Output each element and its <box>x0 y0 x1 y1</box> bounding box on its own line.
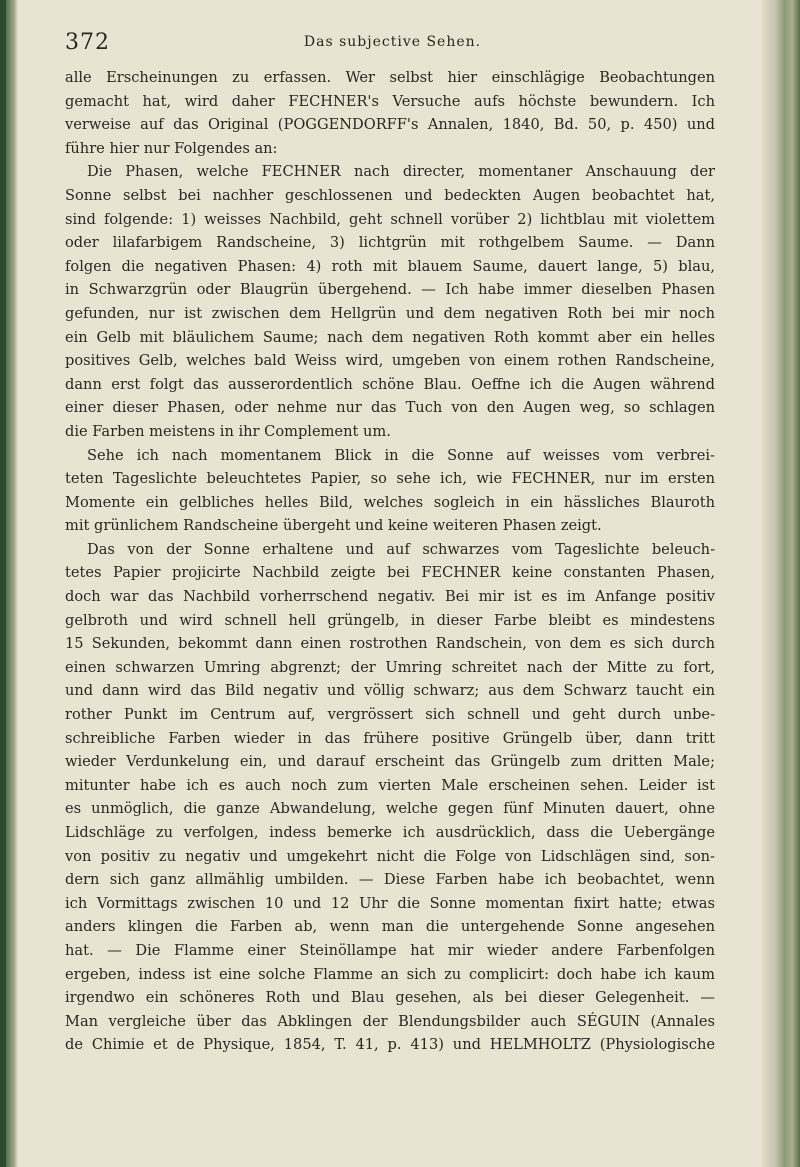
text-line: 15 Sekunden, bekommt dann einen rostrothen Randschein, von dem es sich durch <box>65 635 715 653</box>
text-line: teten Tageslichte beleuchtetes Papier, so sehe ich, wie FECHNER, nur im ersten <box>65 470 715 488</box>
text-line: wieder Verdunkelung ein, und darauf erscheint das Grüngelb zum dritten Male; <box>65 753 715 771</box>
text-line: von positiv zu negativ und umgekehrt nicht die Folge von Lidschlägen sind, son- <box>65 847 715 865</box>
text-line: Momente ein gelbliches helles Bild, welches sogleich in ein hässliches Blauroth <box>65 493 715 511</box>
body-text <box>65 66 715 1057</box>
text-line: anders klingen die Farben ab, wenn man die untergehende Sonne angesehen <box>65 918 715 936</box>
text-line: folgen die negativen Phasen: 4) roth mit blauem Saume, dauert lange, 5) blau, <box>65 257 715 275</box>
text-line: verweise auf das Original (POGGENDORFF's Annalen, 1840, Bd. 50, p. 450) und <box>65 116 715 134</box>
text-line: Das von der Sonne erhaltene und auf schwarzes vom Tageslichte beleuch- <box>87 540 715 558</box>
text-line: gefunden, nur ist zwischen dem Hellgrün und dem negativen Roth bei mir noch <box>65 304 715 322</box>
page-number: 372 <box>65 30 110 55</box>
text-line: dern sich ganz allmählig umbilden. — Diese Farben habe ich beobachtet, wenn <box>65 871 715 889</box>
text-line: tetes Papier projicirte Nachbild zeigte bei FECHNER keine constanten Phasen, <box>65 564 715 582</box>
text-line: mitunter habe ich es auch noch zum vierten Male erscheinen sehen. Leider ist <box>65 776 715 794</box>
text-line: gelbroth und wird schnell hell grüngelb, in dieser Farbe bleibt es mindestens <box>65 611 715 629</box>
text-line: hat. — Die Flamme einer Steinöllampe hat mir wieder andere Farbenfolgen <box>65 941 715 959</box>
text-line: Man vergleiche über das Abklingen der Blendungsbilder auch SÉGUIN (Annales <box>65 1012 715 1030</box>
text-line: Sehe ich nach momentanem Blick in die Sonne auf weisses vom verbrei- <box>87 446 715 464</box>
text-line: mit grünlichem Randscheine übergeht und keine weiteren Phasen zeigt. <box>65 517 602 535</box>
text-line: Sonne selbst bei nachher geschlossenen und bedeckten Augen beobachtet hat, <box>65 186 715 204</box>
text-line: ergeben, indess ist eine solche Flamme an sich zu complicirt: doch habe ich kaum <box>65 965 715 983</box>
text-line: ein Gelb mit bläulichem Saume; nach dem negativen Roth kommt aber ein helles <box>65 328 715 346</box>
text-line: positives Gelb, welches bald Weiss wird, umgeben von einem rothen Randscheine, <box>65 352 715 370</box>
text-line: führe hier nur Folgendes an: <box>65 139 278 157</box>
text-line: schreibliche Farben wieder in das frühere positive Grüngelb über, dann tritt <box>65 729 715 747</box>
text-line: dann erst folgt das ausserordentlich schöne Blau. Oeffne ich die Augen während <box>65 375 715 393</box>
text-line: es unmöglich, die ganze Abwandelung, welche gegen fünf Minuten dauert, ohne <box>65 800 715 818</box>
text-line: Lidschläge zu verfolgen, indess bemerke ich ausdrücklich, dass die Uebergänge <box>65 824 715 841</box>
text-line: einer dieser Phasen, oder nehme nur das Tuch von den Augen weg, so schlagen <box>65 399 715 417</box>
text-line: ich Vormittags zwischen 10 und 12 Uhr die Sonne momentan fixirt hatte; etwas <box>65 894 715 912</box>
scan-right-edge <box>762 0 800 1167</box>
text-line: oder lilafarbigem Randscheine, 3) lichtgrün mit rothgelbem Saume. — Dann <box>65 234 715 252</box>
text-line: in Schwarzgrün oder Blaugrün übergehend. — Ich habe immer dieselben Phasen <box>65 281 715 299</box>
text-line: alle Erscheinungen zu erfassen. Wer selbst hier einschlägige Beobachtungen <box>65 69 715 86</box>
text-line: Die Phasen, welche FECHNER nach directer, momentaner Anschauung der <box>87 163 715 181</box>
text-line: rother Punkt im Centrum auf, vergrössert sich schnell und geht durch unbe- <box>65 706 715 724</box>
text-line: die Farben meistens in ihr Complement um. <box>65 422 391 440</box>
text-line: und dann wird das Bild negativ und völlig schwarz; aus dem Schwarz taucht ein <box>65 682 715 700</box>
text-line: gemacht hat, wird daher FECHNER's Versuche aufs höchste bewundern. Ich <box>65 92 715 110</box>
running-title: Das subjective Sehen. <box>303 34 482 50</box>
text-line: sind folgende: 1) weisses Nachbild, geht schnell vorüber 2) lichtblau mit violettem <box>65 210 715 228</box>
text-line: irgendwo ein schöneres Roth und Blau gesehen, als bei dieser Gelegenheit. — <box>65 989 715 1007</box>
page-header <box>65 30 720 60</box>
scan-left-binding <box>0 0 6 1167</box>
text-line: de Chimie et de Physique, 1854, T. 41, p. 413) und HELMHOLTZ (Physiologische <box>65 1036 715 1054</box>
text-line: doch war das Nachbild vorherrschend negativ. Bei mir ist es im Anfange positiv <box>65 588 715 606</box>
text-line: einen schwarzen Umring abgrenzt; der Umring schreitet nach der Mitte zu fort, <box>65 658 715 676</box>
